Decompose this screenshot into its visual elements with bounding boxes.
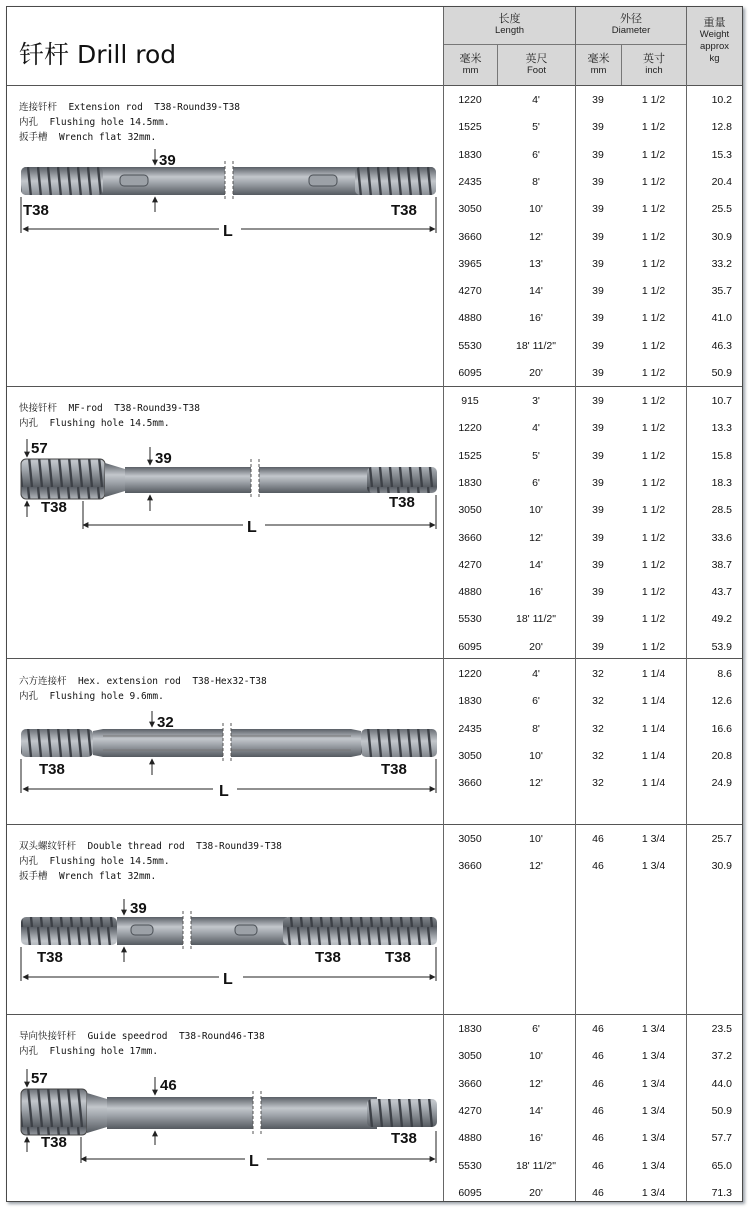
diameter-mm-cell: 39: [592, 367, 604, 379]
wrench-flat: [309, 175, 337, 186]
weight-cell: 71.3: [711, 1187, 732, 1199]
coupling-taper: [87, 1093, 107, 1133]
diameter-inch-cell: 1 3/4: [641, 1050, 666, 1062]
thread-mid: [283, 917, 437, 945]
diameter-inch-cell: 1 1/2: [641, 559, 666, 571]
weight-cell: 49.2: [711, 613, 732, 625]
header-inch-zh: 英寸: [643, 52, 665, 65]
desc-line: 扳手槽 Wrench flat 32mm.: [19, 132, 157, 143]
desc-line: 导向快接钎杆 Guide speedrod T38-Round46-T38: [19, 1031, 265, 1042]
length-ft-cell: 14': [529, 559, 543, 571]
diameter-mm-cell: 32: [592, 750, 604, 762]
length-mm-cell: 3050: [458, 504, 482, 516]
thread-label-right: T38: [385, 949, 411, 966]
weight-cell: 23.5: [711, 1023, 732, 1035]
diameter-inch-cell: 1 3/4: [641, 1078, 666, 1090]
diameter-inch-cell: 1 1/2: [641, 121, 666, 133]
length-ft-cell: 20': [529, 641, 543, 653]
diameter-inch-cell: 1 1/2: [641, 149, 666, 161]
header-foot-en: Foot: [526, 65, 546, 76]
header-weight: [686, 7, 742, 85]
diameter-mm-cell: 39: [592, 586, 604, 598]
coupling-label: 57: [31, 440, 48, 457]
diameter-mm-cell: 39: [592, 149, 604, 161]
weight-cell: 24.9: [711, 777, 732, 789]
thread-right: [361, 729, 437, 757]
break-gap: [223, 723, 231, 763]
diameter-mm-cell: 39: [592, 121, 604, 133]
length-ft-cell: 3': [532, 395, 540, 407]
length-ft-cell: 12': [529, 860, 543, 872]
length-ft-cell: 4': [532, 668, 540, 680]
length-mm-cell: 1220: [458, 422, 482, 434]
thread-left: [21, 167, 103, 195]
diameter-mm-cell: 39: [592, 559, 604, 571]
desc-line: 内孔 Flushing hole 17mm.: [19, 1046, 159, 1057]
length-mm-cell: 4270: [458, 559, 482, 571]
dia-label: 39: [155, 450, 172, 467]
diameter-inch-cell: 1 1/4: [641, 777, 666, 789]
length-ft-cell: 5': [532, 121, 540, 133]
weight-cell: 25.7: [711, 833, 732, 845]
length-mm-cell: 4270: [458, 285, 482, 297]
diameter-inch-cell: 1 1/2: [641, 504, 666, 516]
header-diameter-en: Diameter: [611, 25, 651, 36]
weight-cell: 10.2: [711, 94, 732, 106]
thread-label-right: T38: [389, 494, 415, 511]
weight-cell: 46.3: [711, 340, 732, 352]
diameter-mm-cell: 32: [592, 777, 604, 789]
weight-cell: 33.6: [711, 532, 732, 544]
diameter-mm-cell: 39: [592, 422, 604, 434]
weight-cell: 53.9: [711, 641, 732, 653]
weight-cell: 20.4: [711, 176, 732, 188]
diameter-inch-cell: 1 1/2: [641, 340, 666, 352]
drill-rod-spec-sheet: [6, 6, 743, 1202]
weight-cell: 43.7: [711, 586, 732, 598]
weight-cell: 41.0: [711, 312, 732, 324]
header-length-en: Length: [494, 25, 525, 36]
desc-line: 快接钎杆 MF-rod T38-Round39-T38: [19, 403, 200, 414]
length-label: L: [223, 223, 233, 240]
diameter-inch-cell: 1 1/2: [641, 613, 666, 625]
length-ft-cell: 5': [532, 450, 540, 462]
diameter-mm-cell: 46: [592, 1187, 604, 1199]
length-ft-cell: 6': [532, 149, 540, 161]
diameter-inch-cell: 1 1/2: [641, 477, 666, 489]
weight-cell: 35.7: [711, 285, 732, 297]
length-mm-cell: 2435: [458, 176, 482, 188]
header-foot: [497, 45, 575, 85]
length-mm-cell: 3660: [458, 231, 482, 243]
length-mm-cell: 6095: [458, 641, 482, 653]
diameter-mm-cell: 46: [592, 1132, 604, 1144]
wrench-flat: [235, 925, 257, 935]
diameter-inch-cell: 1 1/2: [641, 285, 666, 297]
coupling-taper: [105, 463, 125, 497]
desc-line: 内孔 Flushing hole 14.5mm.: [19, 418, 170, 429]
weight-cell: 65.0: [711, 1160, 732, 1172]
length-mm-cell: 5530: [458, 340, 482, 352]
thread-label-right: T38: [391, 1130, 417, 1147]
length-ft-cell: 20': [529, 1187, 543, 1199]
thread-left: [21, 917, 117, 945]
length-label: L: [223, 971, 233, 988]
length-mm-cell: 915: [461, 395, 479, 407]
diameter-mm-cell: 32: [592, 723, 604, 735]
length-mm-cell: 3050: [458, 833, 482, 845]
weight-cell: 38.7: [711, 559, 732, 571]
thread-label-left: T38: [41, 1134, 67, 1151]
diameter-mm-cell: 39: [592, 203, 604, 215]
diameter-inch-cell: 1 1/4: [641, 750, 666, 762]
length-label: L: [247, 519, 257, 536]
length-ft-cell: 16': [529, 312, 543, 324]
weight-cell: 50.9: [711, 367, 732, 379]
length-ft-cell: 10': [529, 1050, 543, 1062]
length-mm-cell: 4270: [458, 1105, 482, 1117]
mf-rod-drawing: [21, 439, 437, 536]
header-inch-en: inch: [645, 65, 663, 76]
length-ft-cell: 12': [529, 532, 543, 544]
diameter-inch-cell: 1 1/2: [641, 450, 666, 462]
weight-cell: 15.8: [711, 450, 732, 462]
dia-label: 39: [159, 152, 176, 169]
length-ft-cell: 6': [532, 477, 540, 489]
weight-cell: 18.3: [711, 477, 732, 489]
length-mm-cell: 4880: [458, 1132, 482, 1144]
length-mm-cell: 1830: [458, 477, 482, 489]
thread-label-right: T38: [381, 761, 407, 778]
weight-cell: 44.0: [711, 1078, 732, 1090]
length-mm-cell: 5530: [458, 613, 482, 625]
header-weight-kg: kg: [709, 53, 720, 64]
thread-label-mid: T38: [315, 949, 341, 966]
weight-cell: 50.9: [711, 1105, 732, 1117]
length-ft-cell: 14': [529, 285, 543, 297]
diameter-mm-cell: 39: [592, 231, 604, 243]
length-mm-cell: 3660: [458, 860, 482, 872]
thread-left: [21, 729, 93, 757]
extension-rod-drawing: [21, 149, 436, 240]
thread-right: [367, 1099, 437, 1127]
diameter-inch-cell: 1 1/2: [641, 395, 666, 407]
diameter-inch-cell: 1 1/4: [641, 723, 666, 735]
length-ft-cell: 13': [529, 258, 543, 270]
diameter-mm-cell: 39: [592, 613, 604, 625]
break-gap: [225, 161, 233, 201]
length-ft-cell: 10': [529, 833, 543, 845]
length-mm-cell: 1525: [458, 450, 482, 462]
diameter-inch-cell: 1 1/2: [641, 176, 666, 188]
weight-cell: 8.6: [717, 668, 732, 680]
length-ft-cell: 12': [529, 777, 543, 789]
desc-line: 双头螺纹钎杆 Double thread rod T38-Round39-T38: [19, 841, 282, 852]
length-ft-cell: 4': [532, 94, 540, 106]
rod-drawings: [7, 7, 443, 1201]
diameter-mm-cell: 46: [592, 1160, 604, 1172]
length-mm-cell: 6095: [458, 1187, 482, 1199]
diameter-mm-cell: 46: [592, 833, 604, 845]
diameter-inch-cell: 1 1/2: [641, 312, 666, 324]
diameter-inch-cell: 1 3/4: [641, 1187, 666, 1199]
rod-body: [107, 1097, 377, 1129]
header-weight-approx: approx: [699, 41, 730, 52]
header-inch: [621, 45, 686, 85]
diameter-mm-cell: 39: [592, 285, 604, 297]
length-ft-cell: 12': [529, 231, 543, 243]
coupling-label: 57: [31, 1070, 48, 1087]
thread-label-right: T38: [391, 202, 417, 219]
length-ft-cell: 14': [529, 1105, 543, 1117]
wrench-flat: [120, 175, 148, 186]
length-ft-cell: 12': [529, 1078, 543, 1090]
weight-cell: 20.8: [711, 750, 732, 762]
diameter-mm-cell: 32: [592, 695, 604, 707]
weight-cell: 25.5: [711, 203, 732, 215]
weight-cell: 12.8: [711, 121, 732, 133]
length-ft-cell: 16': [529, 1132, 543, 1144]
diameter-mm-cell: 39: [592, 450, 604, 462]
length-mm-cell: 3660: [458, 532, 482, 544]
length-ft-cell: 4': [532, 422, 540, 434]
length-mm-cell: 3050: [458, 1050, 482, 1062]
diameter-mm-cell: 46: [592, 860, 604, 872]
length-label: L: [219, 783, 229, 800]
desc-line: 内孔 Flushing hole 14.5mm.: [19, 856, 170, 867]
length-mm-cell: 3660: [458, 777, 482, 789]
break-gap: [183, 911, 191, 951]
weight-cell: 37.2: [711, 1050, 732, 1062]
diameter-mm-cell: 39: [592, 176, 604, 188]
header-diameter-zh: 外径: [620, 12, 642, 25]
thread-label-left: T38: [23, 202, 49, 219]
desc-line: 内孔 Flushing hole 14.5mm.: [19, 117, 170, 128]
diameter-inch-cell: 1 1/4: [641, 695, 666, 707]
diameter-inch-cell: 1 3/4: [641, 1023, 666, 1035]
diameter-mm-cell: 39: [592, 641, 604, 653]
guide-speedrod-drawing: [21, 1069, 437, 1170]
diameter-inch-cell: 1 1/2: [641, 532, 666, 544]
thread-right: [355, 167, 436, 195]
diameter-mm-cell: 39: [592, 340, 604, 352]
header-foot-zh: 英尺: [525, 52, 548, 65]
diameter-mm-cell: 46: [592, 1078, 604, 1090]
length-mm-cell: 1830: [458, 1023, 482, 1035]
length-ft-cell: 18' 11/2": [516, 1160, 556, 1172]
header-dia-mm: [575, 45, 621, 85]
length-mm-cell: 1525: [458, 121, 482, 133]
diameter-inch-cell: 1 1/2: [641, 231, 666, 243]
header-mm: [443, 45, 497, 85]
length-mm-cell: 1830: [458, 149, 482, 161]
diameter-inch-cell: 1 3/4: [641, 860, 666, 872]
weight-cell: 57.7: [711, 1132, 732, 1144]
length-label: L: [249, 1153, 259, 1170]
diameter-inch-cell: 1 1/4: [641, 668, 666, 680]
diameter-mm-cell: 46: [592, 1050, 604, 1062]
length-mm-cell: 1220: [458, 668, 482, 680]
length-ft-cell: 16': [529, 586, 543, 598]
weight-cell: 30.9: [711, 860, 732, 872]
length-mm-cell: 4880: [458, 586, 482, 598]
diameter-inch-cell: 1 1/2: [641, 367, 666, 379]
break-gap: [253, 1091, 261, 1135]
desc-line: 扳手槽 Wrench flat 32mm.: [19, 871, 157, 882]
dia-label: 39: [130, 900, 147, 917]
diameter-inch-cell: 1 1/2: [641, 94, 666, 106]
header-weight-en: Weight: [699, 29, 730, 40]
diameter-mm-cell: 46: [592, 1023, 604, 1035]
desc-line: 六方连接杆 Hex. extension rod T38-Hex32-T38: [19, 676, 267, 687]
diameter-mm-cell: 39: [592, 258, 604, 270]
header-mm-en: mm: [462, 65, 479, 76]
length-mm-cell: 3050: [458, 203, 482, 215]
thread-label-left: T38: [37, 949, 63, 966]
thread-label-left: T38: [39, 761, 65, 778]
header-mm-zh: 毫米: [459, 52, 482, 65]
thread-label-left: T38: [41, 499, 67, 516]
weight-cell: 15.3: [711, 149, 732, 161]
diameter-inch-cell: 1 3/4: [641, 833, 666, 845]
header-length: [443, 7, 575, 45]
desc-line: 连接钎杆 Extension rod T38-Round39-T38: [19, 102, 241, 113]
diameter-inch-cell: 1 1/2: [641, 586, 666, 598]
diameter-mm-cell: 39: [592, 395, 604, 407]
length-mm-cell: 5530: [458, 1160, 482, 1172]
wrench-flat: [131, 925, 153, 935]
length-ft-cell: 10': [529, 504, 543, 516]
length-ft-cell: 18' 11/2": [516, 613, 556, 625]
diameter-mm-cell: 39: [592, 312, 604, 324]
weight-cell: 33.2: [711, 258, 732, 270]
diameter-inch-cell: 1 1/2: [641, 422, 666, 434]
length-ft-cell: 10': [529, 750, 543, 762]
dia-label: 46: [160, 1077, 177, 1094]
length-mm-cell: 2435: [458, 723, 482, 735]
diameter-mm-cell: 39: [592, 477, 604, 489]
diameter-inch-cell: 1 3/4: [641, 1160, 666, 1172]
diameter-mm-cell: 39: [592, 532, 604, 544]
rod-body: [125, 467, 375, 493]
length-mm-cell: 6095: [458, 367, 482, 379]
diameter-inch-cell: 1 3/4: [641, 1105, 666, 1117]
diameter-mm-cell: 32: [592, 668, 604, 680]
weight-cell: 12.6: [711, 695, 732, 707]
header-weight-zh: 重量: [703, 16, 726, 29]
header-diameter: [575, 7, 686, 45]
weight-cell: 13.3: [711, 422, 732, 434]
desc-line: 内孔 Flushing hole 9.6mm.: [19, 691, 164, 702]
diameter-mm-cell: 46: [592, 1105, 604, 1117]
weight-cell: 28.5: [711, 504, 732, 516]
length-ft-cell: 8': [532, 723, 540, 735]
diameter-inch-cell: 1 1/2: [641, 258, 666, 270]
length-ft-cell: 6': [532, 695, 540, 707]
length-ft-cell: 6': [532, 1023, 540, 1035]
length-ft-cell: 10': [529, 203, 543, 215]
hex-rod-drawing: [21, 711, 437, 800]
thread-right: [367, 467, 437, 493]
header-dia-mm-en: mm: [590, 65, 607, 76]
double-thread-rod-drawing: [21, 899, 437, 988]
length-ft-cell: 8': [532, 176, 540, 188]
length-mm-cell: 1830: [458, 695, 482, 707]
length-mm-cell: 3660: [458, 1078, 482, 1090]
coupling: [21, 459, 105, 499]
page-title: 钎杆 Drill rod: [19, 40, 177, 69]
length-mm-cell: 1220: [458, 94, 482, 106]
weight-cell: 10.7: [711, 395, 732, 407]
header-length-zh: 长度: [498, 12, 521, 25]
coupling: [21, 1089, 87, 1135]
length-mm-cell: 3965: [458, 258, 482, 270]
length-ft-cell: 18' 11/2": [516, 340, 556, 352]
length-mm-cell: 3050: [458, 750, 482, 762]
weight-cell: 16.6: [711, 723, 732, 735]
break-gap: [251, 459, 259, 499]
diameter-inch-cell: 1 1/2: [641, 203, 666, 215]
length-ft-cell: 20': [529, 367, 543, 379]
weight-cell: 30.9: [711, 231, 732, 243]
diameter-inch-cell: 1 3/4: [641, 1132, 666, 1144]
diameter-inch-cell: 1 1/2: [641, 641, 666, 653]
diameter-mm-cell: 39: [592, 504, 604, 516]
diameter-mm-cell: 39: [592, 94, 604, 106]
header-dia-mm-zh: 毫米: [587, 52, 610, 65]
length-mm-cell: 4880: [458, 312, 482, 324]
dia-label: 32: [157, 714, 174, 731]
